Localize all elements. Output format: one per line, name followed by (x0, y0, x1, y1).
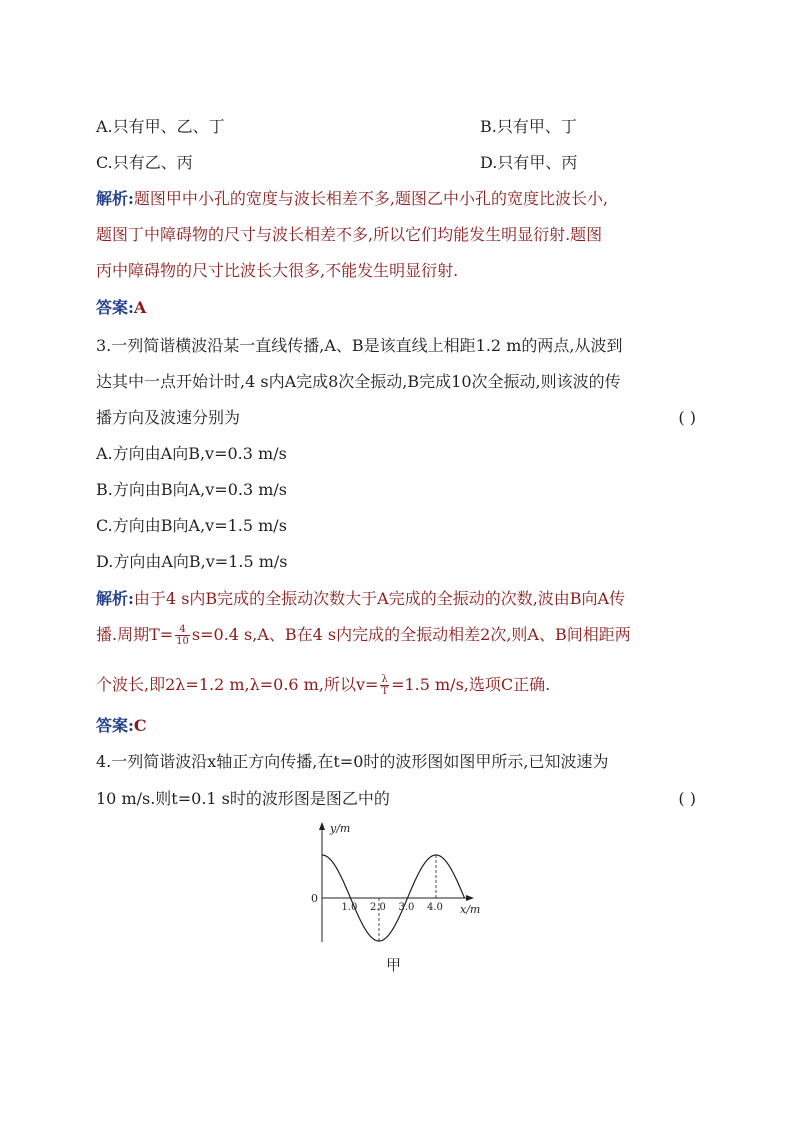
q2-option-d[interactable]: D.只有甲、丙 (480, 153, 578, 172)
q3-analysis-text-3a: 个波长,即2λ=1.2 m,λ=0.6 m,所以v= (96, 675, 379, 694)
q3-analysis-line-2 (96, 624, 698, 647)
q2-options-row-2 (96, 153, 698, 173)
q4-answer-bracket: ( ) (678, 789, 696, 808)
q3-stem-text-3: 播方向及波速分别为 (96, 408, 241, 427)
q2-option-c[interactable]: C.只有乙、丙 (96, 153, 193, 172)
q2-analysis-line-3: 丙中障碍物的尺寸比波长大很多,不能发生明显衍射. (96, 261, 459, 280)
origin-label: 0 (311, 892, 318, 905)
q3-option-c[interactable]: C.方向由B向A,v=1.5 m/s (96, 516, 287, 535)
x-tick-label: 2.0 (370, 902, 386, 913)
fraction-numerator: λ (381, 674, 388, 685)
fraction-denominator: T (381, 686, 389, 697)
q3-answer-value: C (133, 716, 147, 735)
x-tick-label: 4.0 (427, 902, 443, 913)
q3-option-a[interactable]: A.方向由A向B,v=0.3 m/s (96, 444, 287, 463)
fraction-denominator: 10 (176, 636, 189, 647)
q2-options-row-1 (96, 117, 698, 137)
period-fraction (175, 624, 190, 647)
q3-answer (96, 716, 698, 736)
q2-analysis-line-1 (96, 189, 698, 209)
x-tick-label: 3.0 (398, 902, 415, 913)
q2-option-b[interactable]: B.只有甲、丁 (480, 117, 577, 136)
figure-caption: 甲 (386, 956, 402, 974)
x-tick-label: 1.0 (341, 902, 358, 913)
q2-analysis-line-2: 题图丁中障碍物的尺寸与波长相差不多,所以它们均能发生明显衍射.题图 (96, 225, 603, 244)
q3-option-b[interactable]: B.方向由B向A,v=0.3 m/s (96, 480, 287, 499)
x-axis-label: x/m (460, 903, 481, 916)
q3-analysis-line-1 (96, 589, 698, 609)
q3-stem-line-1: 3.一列简谐横波沿某一直线传播,A、B是该直线上相距1.2 m的两点,从波到 (96, 336, 623, 355)
q2-answer-value: A (133, 298, 147, 317)
q4-stem-line-2 (96, 789, 698, 809)
q4-stem-text-2: 10 m/s.则t=0.1 s时的波形图是图乙中的 (96, 789, 390, 808)
q3-analysis-line-3 (96, 674, 698, 697)
q3-stem-line-2: 达其中一点开始计时,4 s内A完成8次全振动,B完成10次全振动,则该波的传 (96, 372, 621, 391)
axes (319, 822, 474, 942)
analysis-label: 解析: (96, 589, 134, 608)
answer-label: 答案: (96, 716, 134, 735)
waveform-figure (300, 818, 500, 988)
x-axis-arrow (466, 895, 474, 901)
fraction-numerator: 4 (175, 624, 190, 636)
y-axis-label: y/m (330, 822, 351, 835)
q3-analysis-text-2a: 播.周期T= (96, 625, 174, 644)
velocity-fraction (380, 674, 389, 697)
q3-analysis-text-3b: =1.5 m/s,选项C正确. (391, 675, 551, 694)
q3-option-d[interactable]: D.方向由A向B,v=1.5 m/s (96, 552, 288, 571)
answer-label: 答案: (96, 298, 134, 317)
q3-analysis-text-2b: s=0.4 s,A、B在4 s内完成的全振动相差2次,则A、B间相距两 (191, 625, 631, 644)
q2-answer (96, 298, 698, 318)
q2-option-a[interactable]: A.只有甲、乙、丁 (96, 117, 225, 136)
q3-analysis-text-1: 由于4 s内B完成的全振动次数大于A完成的全振动的次数,波由B向A传 (133, 589, 626, 608)
q3-stem-line-3 (96, 408, 698, 428)
q2-analysis-text-1: 题图甲中小孔的宽度与波长相差不多,题图乙中小孔的宽度比波长小, (133, 189, 609, 208)
q3-answer-bracket: ( ) (678, 408, 696, 427)
analysis-label: 解析: (96, 189, 134, 208)
q4-stem-line-1: 4.一列简谐波沿x轴正方向传播,在t=0时的波形图如图甲所示,已知波速为 (96, 752, 609, 771)
y-axis-arrow (319, 822, 325, 830)
